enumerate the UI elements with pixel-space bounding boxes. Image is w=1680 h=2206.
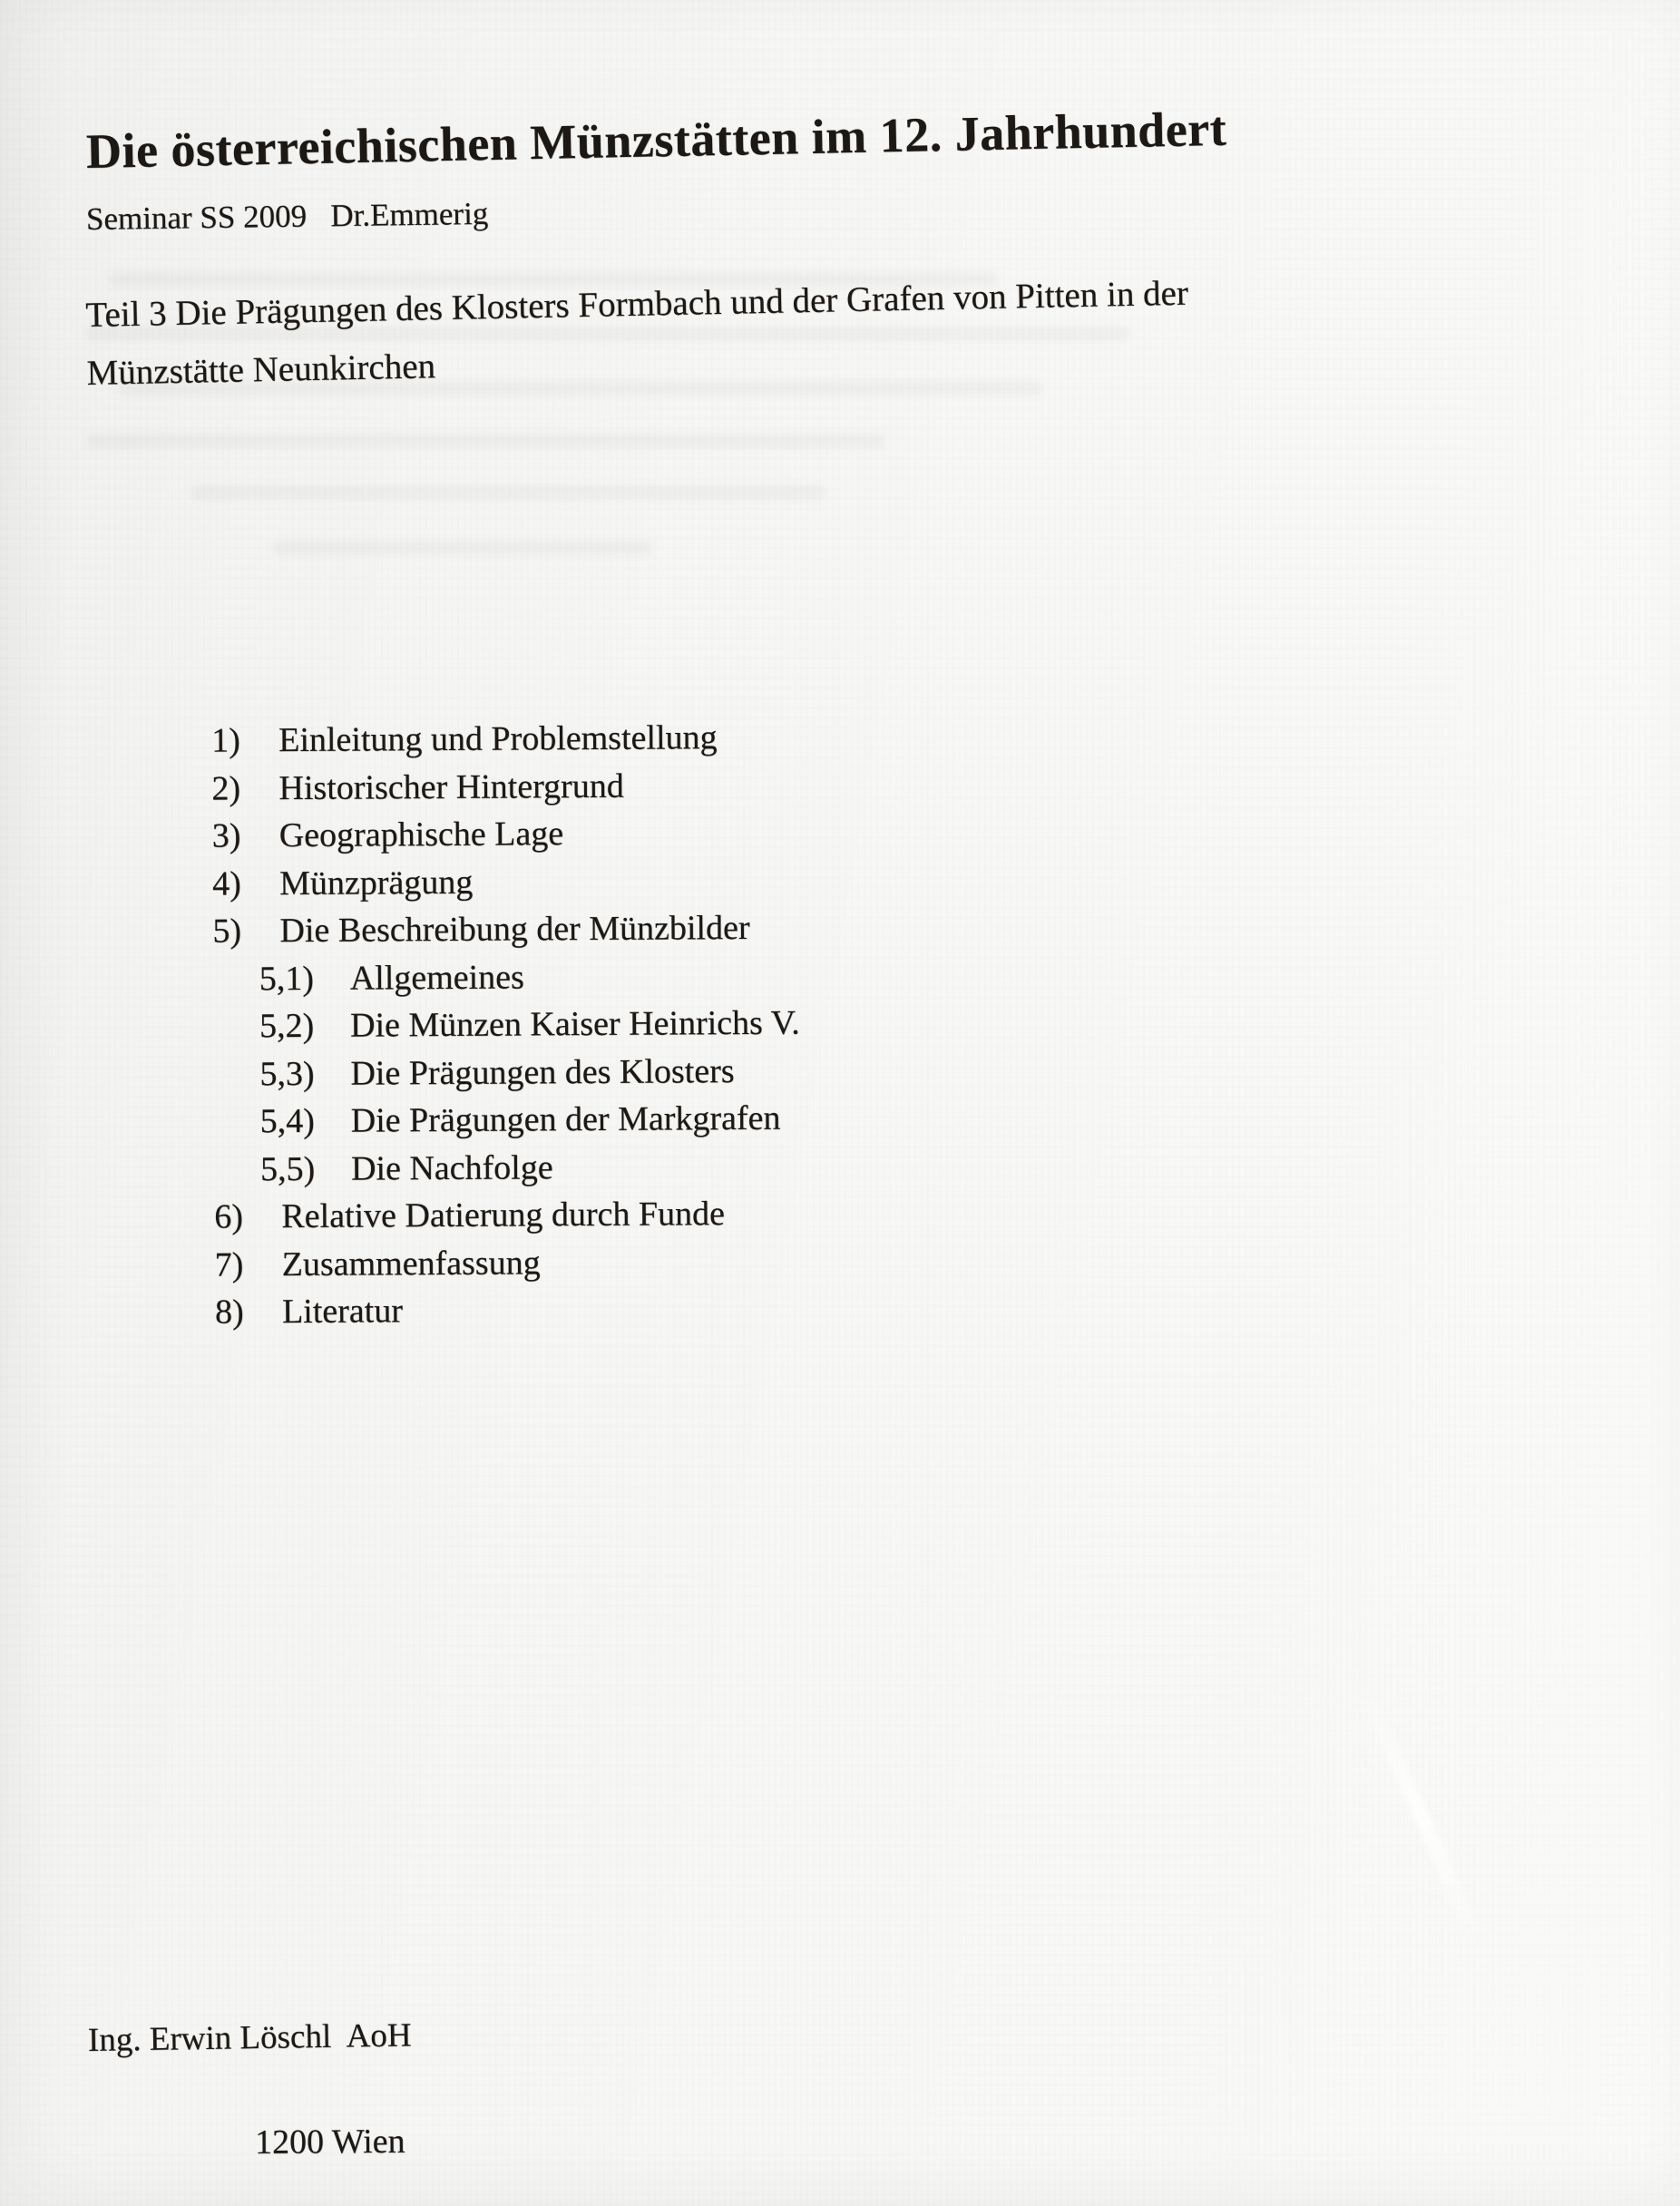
toc-label: Relative Datierung durch Funde [281, 1195, 726, 1236]
bleed-through-artifact [190, 485, 825, 500]
toc-label: Literatur [281, 1292, 404, 1332]
toc-number: 8) [214, 1293, 244, 1332]
toc-row [1, 854, 1271, 909]
toc-number: 3) [211, 816, 241, 855]
toc-number: 2) [211, 768, 241, 808]
toc-row [0, 710, 1270, 766]
toc-row [3, 1186, 1273, 1242]
toc-number: 5,2) [259, 1006, 315, 1046]
toc-label: Die Beschreibung der Münzbilder [279, 908, 750, 951]
toc-row [2, 1044, 1272, 1099]
table-of-contents [0, 710, 1274, 1337]
toc-number: 4) [211, 864, 241, 903]
author-line: Ing. Erwin Löschl AoH [87, 2016, 412, 2059]
toc-number: 7) [214, 1245, 244, 1284]
city-line: 1200 Wien [254, 2122, 405, 2162]
bleed-through-artifact [272, 541, 653, 555]
toc-row [3, 1139, 1273, 1195]
toc-row [3, 1091, 1273, 1147]
part-subtitle [85, 265, 1190, 403]
subtitle-line-2: Münzstätte Neunkirchen [86, 347, 436, 393]
toc-label: Die Münzen Kaiser Heinrichs V. [349, 1003, 800, 1045]
toc-number: 5,5) [259, 1149, 316, 1188]
toc-row [1, 805, 1271, 861]
toc-number: 5) [212, 912, 242, 951]
toc-number: 1) [211, 721, 240, 760]
toc-label: Allgemeines [349, 957, 524, 998]
seminar-line: Seminar SS 2009 Dr.Emmerig [85, 195, 489, 237]
toc-number: 5,3) [259, 1054, 315, 1093]
toc-row [4, 1282, 1274, 1337]
toc-label: Die Prägungen des Klosters [350, 1051, 735, 1093]
subtitle-line-1: Teil 3 Die Prägungen des Klosters Formbach und der Grafen von Pitten in der [84, 273, 1189, 336]
toc-label: Historischer Hintergrund [278, 766, 624, 807]
toc-row [0, 758, 1270, 814]
toc-label: Zusammenfassung [281, 1243, 541, 1284]
toc-row [2, 949, 1272, 1004]
toc-row [1, 901, 1271, 956]
toc-number: 5,4) [259, 1101, 316, 1141]
toc-label: Geographische Lage [278, 815, 564, 855]
toc-row [2, 996, 1272, 1051]
scan-crease-streak [1359, 1687, 1487, 1950]
toc-number: 6) [214, 1197, 244, 1236]
toc-label: Einleitung und Problemstellung [278, 718, 718, 760]
bleed-through-artifact [86, 434, 884, 448]
toc-number: 5,1) [259, 959, 315, 998]
toc-row [4, 1235, 1274, 1290]
page-title: Die österreichischen Münzstätten im 12. Jahrhundert [85, 101, 1227, 180]
toc-label: Die Prägungen der Markgrafen [350, 1098, 781, 1140]
toc-label: Münzprägung [278, 863, 474, 903]
toc-label: Die Nachfolge [350, 1147, 553, 1188]
